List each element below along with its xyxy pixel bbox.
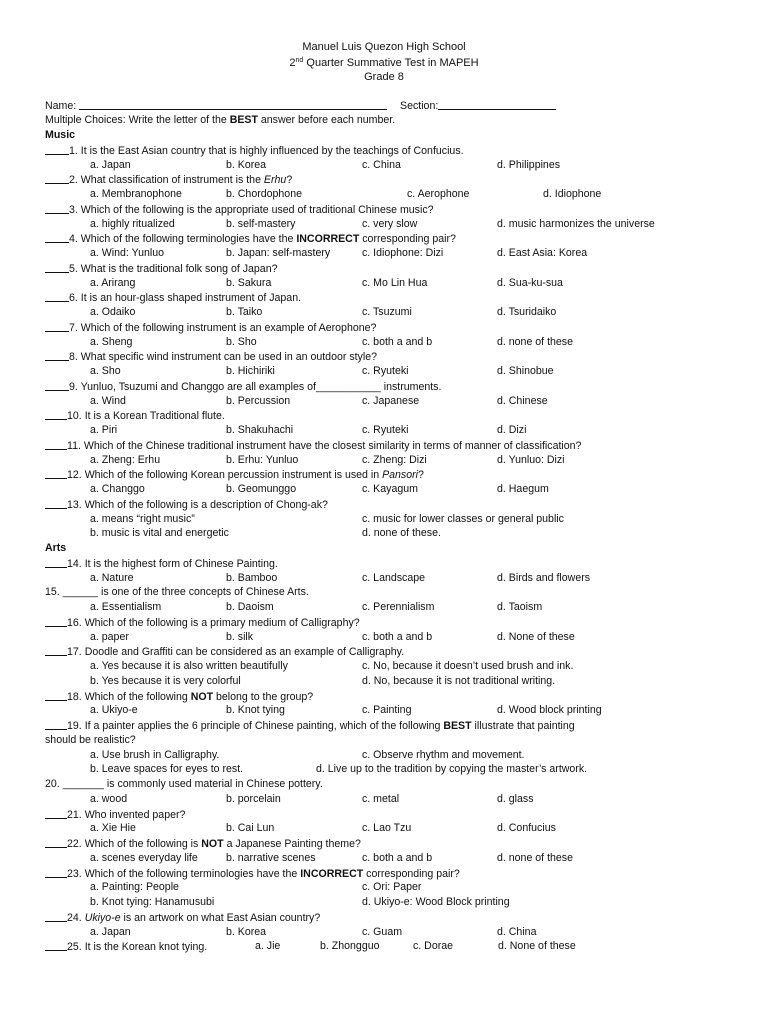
choice[interactable]: c. Ryuteki	[362, 365, 409, 377]
choice[interactable]: b. Bamboo	[226, 571, 278, 584]
instructions-pre: Multiple Choices: Write the letter of the	[45, 114, 230, 126]
answer-blank[interactable]	[45, 410, 67, 420]
choice[interactable]: a. highly ritualized	[90, 217, 175, 230]
answer-blank[interactable]	[45, 351, 69, 361]
question-text: Which of the following terminologies have the	[84, 867, 301, 880]
choice[interactable]: b. silk	[226, 630, 254, 643]
question-text: It is a Korean Traditional flute.	[84, 410, 225, 423]
choice[interactable]: c. Guam	[362, 925, 403, 938]
question-text: Which of the following terminologies have the	[80, 233, 297, 246]
answer-blank[interactable]	[45, 720, 67, 730]
question	[45, 351, 377, 363]
choice[interactable]: d. Wood block printing	[497, 704, 602, 717]
choice[interactable]: c. Lao Tzu	[362, 822, 412, 835]
choice[interactable]: a. paper	[90, 630, 129, 643]
choice[interactable]: b. Korea	[226, 158, 267, 171]
question	[45, 868, 460, 880]
choice[interactable]: a. wood	[90, 792, 128, 805]
answer-blank[interactable]	[45, 292, 69, 302]
choice[interactable]: a. Odaiko	[90, 306, 136, 318]
question-text: a Japanese Painting theme?	[223, 838, 361, 850]
question	[45, 720, 575, 732]
choice[interactable]: b. Yes because it is very colorful	[90, 674, 241, 687]
answer-blank[interactable]	[45, 145, 69, 155]
choice[interactable]: b. self-mastery	[226, 217, 296, 230]
choice[interactable]: a. Arirang	[90, 276, 136, 289]
question	[45, 646, 404, 658]
choice[interactable]: d. Tsuridaiko	[497, 306, 557, 318]
question-text: Ukiyo-e	[84, 911, 121, 924]
choice[interactable]: a. Nature	[90, 571, 134, 584]
question	[45, 469, 424, 481]
choice[interactable]: c. Ori: Paper	[362, 881, 422, 894]
question-text: corresponding pair?	[363, 867, 460, 880]
section-heading-arts: Arts	[45, 542, 67, 554]
choice[interactable]: a. Jie	[255, 940, 281, 953]
question	[45, 204, 434, 216]
answer-blank[interactable]	[45, 941, 67, 951]
question-text: belong to the group?	[213, 690, 314, 703]
choice[interactable]: a. Wind: Yunluo	[90, 247, 165, 259]
question-text: Erhu	[263, 174, 287, 187]
answer-blank[interactable]	[45, 174, 69, 184]
question-number: 16.	[67, 616, 82, 629]
choice[interactable]: a. Sheng	[90, 335, 133, 348]
choice[interactable]: c. Observe rhythm and movement.	[362, 748, 525, 761]
question	[45, 499, 328, 511]
choice[interactable]: b. Sakura	[226, 276, 272, 289]
question-text: ______ is one of the three concepts of Chinese Arts.	[62, 586, 309, 599]
answer-blank[interactable]	[45, 868, 67, 878]
question-text: is an artwork on what East Asian country?	[120, 911, 321, 924]
answer-blank[interactable]	[45, 617, 67, 627]
question-text: corresponding pair?	[359, 233, 456, 246]
choice[interactable]: c. Landscape	[362, 571, 426, 584]
choice[interactable]: c. Japanese	[362, 394, 420, 407]
choice[interactable]: a. Changgo	[90, 483, 145, 495]
choice[interactable]: a. Yes because it is also written beautifully	[90, 660, 288, 672]
choice[interactable]: b. Shakuhachi	[226, 424, 294, 436]
choice[interactable]: a. Membranophone	[90, 188, 182, 200]
choice[interactable]: a. Ukiyo-e	[90, 704, 138, 717]
question-text: INCORRECT	[296, 233, 360, 246]
choice[interactable]: b. narrative scenes	[226, 851, 316, 864]
choice[interactable]: a. Use brush in Calligraphy.	[90, 748, 220, 761]
choice[interactable]: d. Birds and flowers	[497, 571, 591, 584]
choice[interactable]: d. Shinobue	[497, 365, 554, 377]
name-label: Name:	[45, 100, 77, 112]
question-text: illustrate that painting	[471, 720, 575, 732]
question-text: What classification of instrument is the	[80, 174, 264, 187]
question-text: ?	[286, 174, 293, 187]
choice[interactable]: d. Philippines	[497, 158, 561, 171]
question	[45, 558, 278, 570]
quarter-number: 2	[289, 57, 296, 69]
choice[interactable]: c. Ryuteki	[362, 424, 409, 436]
choice[interactable]: d. Ukiyo-e: Wood Block printing	[362, 896, 510, 908]
answer-blank[interactable]	[45, 381, 69, 391]
choice[interactable]: c. Mo Lin Hua	[362, 276, 428, 289]
choice[interactable]: d. Confucius	[497, 822, 556, 835]
question	[45, 410, 225, 422]
question	[45, 912, 320, 924]
choice[interactable]: b. Knot tying	[226, 704, 285, 717]
choice[interactable]: d. China	[497, 925, 537, 938]
grade-level: Grade 8	[364, 71, 404, 83]
quarter-suffix: nd	[295, 57, 304, 64]
question-text: _______ is commonly used material in Chinese pottery.	[62, 778, 323, 790]
section-field[interactable]	[438, 100, 556, 110]
choice[interactable]: c. Idiophone: Dizi	[362, 247, 444, 259]
choice[interactable]: b. Geomunggo	[226, 483, 297, 495]
question-text: Doodle and Graffiti can be considered as an example of Calligraphy.	[84, 646, 405, 659]
choice[interactable]: c. both a and b	[362, 335, 433, 348]
choice[interactable]: b. Korea	[226, 925, 267, 938]
choice[interactable]: c. Zheng: Dizi	[362, 453, 427, 466]
choice[interactable]: c. Dorae	[413, 940, 454, 953]
question-text: Which of the following	[84, 690, 191, 703]
question	[45, 941, 207, 953]
question-text: It is the Korean knot tying.	[84, 941, 208, 954]
question-number: 19.	[67, 720, 82, 732]
question-text: If a painter applies the 6 principle of Chinese painting, which of the following	[84, 720, 444, 732]
answer-blank[interactable]	[45, 558, 67, 568]
choice[interactable]: d. None of these	[498, 940, 576, 953]
question-text: Which of the following is a primary medium of Calligraphy?	[84, 616, 360, 629]
question	[45, 174, 292, 186]
choice[interactable]: a. means “right music”	[90, 512, 195, 525]
choice[interactable]: b. Erhu: Yunluo	[226, 453, 299, 466]
question-text: Who invented paper?	[84, 808, 186, 821]
question-number: 15.	[45, 586, 60, 599]
question-number: 4.	[69, 233, 78, 246]
choice[interactable]: b. Knot tying: Hanamusubi	[90, 896, 215, 908]
section-label: Section:	[400, 100, 439, 112]
choice[interactable]: b. Daoism	[226, 601, 274, 613]
question-number: 22.	[67, 838, 82, 850]
question-number: 1.	[69, 144, 78, 157]
answer-blank[interactable]	[45, 469, 67, 479]
choice[interactable]: b. Japan: self-mastery	[226, 247, 331, 259]
name-field[interactable]	[79, 100, 387, 110]
question	[45, 809, 185, 821]
choice[interactable]: d. Yunluo: Dizi	[497, 453, 565, 466]
question-text: Which of the following is	[84, 838, 202, 850]
choice[interactable]: c. Painting	[362, 704, 412, 717]
answer-blank[interactable]	[45, 646, 67, 656]
choice[interactable]: d. music harmonizes the universe	[497, 217, 655, 230]
choice[interactable]: d. Taoism	[497, 601, 543, 613]
choice[interactable]: c. metal	[362, 792, 400, 805]
question-text: Pansori	[382, 469, 418, 482]
question	[45, 292, 301, 304]
question-number: 8.	[69, 351, 78, 364]
choice[interactable]: c. both a and b	[362, 851, 433, 864]
question-text: It is the East Asian country that is highly influenced by the teachings of Confucius.	[80, 144, 464, 157]
answer-blank[interactable]	[45, 440, 67, 450]
question-number: 18.	[67, 690, 82, 703]
choice[interactable]: b. Taiko	[226, 306, 263, 318]
section-heading-music: Music	[45, 129, 76, 141]
answer-blank[interactable]	[45, 233, 69, 243]
choice[interactable]: d. Live up to the tradition by copying the master’s artwork.	[316, 763, 588, 776]
choice[interactable]: c. China	[362, 158, 401, 171]
choice[interactable]: d. none of these.	[362, 527, 441, 540]
test-title	[0, 57, 768, 69]
question	[45, 263, 278, 275]
choice[interactable]: d. None of these	[497, 630, 575, 643]
question-number: 14.	[67, 557, 82, 570]
choice[interactable]: c. Aerophone	[407, 188, 470, 200]
choice[interactable]: a. scenes everyday life	[90, 851, 198, 864]
question	[45, 145, 464, 157]
question-number: 13.	[67, 498, 82, 511]
question-number: 6.	[69, 292, 78, 305]
question-text: ?	[417, 469, 424, 482]
answer-blank[interactable]	[45, 838, 67, 848]
question-number: 12.	[67, 469, 82, 482]
question-number: 9.	[69, 380, 78, 393]
choice[interactable]: a. Xie Hie	[90, 822, 136, 835]
question-number: 25.	[67, 941, 82, 954]
question-text: Which of the following is a description of Chong-ak?	[84, 498, 328, 511]
question-text: Which of the following is the appropriate used of traditional Chinese music?	[80, 203, 434, 216]
question	[45, 440, 581, 452]
question-text: BEST	[443, 720, 472, 732]
choice[interactable]: b. Chordophone	[226, 188, 302, 200]
question	[45, 233, 456, 245]
question-text: Which of the following Korean percussion instrument is used in	[84, 469, 383, 482]
choice[interactable]: b. Leave spaces for eyes to rest.	[90, 763, 244, 776]
answer-blank[interactable]	[45, 322, 69, 332]
choice[interactable]: c. Kayagum	[362, 483, 418, 495]
question	[45, 691, 313, 703]
choice[interactable]: d. Sua-ku-sua	[497, 276, 563, 289]
choice[interactable]: a. Japan	[90, 925, 131, 938]
question	[45, 779, 323, 790]
question-text: It is an hour-glass shaped instrument of Japan.	[80, 292, 302, 305]
question-number: 10.	[67, 410, 82, 423]
choice[interactable]: b. music is vital and energetic	[90, 527, 229, 540]
question-text: What is the traditional folk song of Japan?	[80, 262, 278, 275]
choice[interactable]: d. East Asia: Korea	[497, 247, 588, 259]
answer-blank[interactable]	[45, 809, 67, 819]
choice[interactable]: c. both a and b	[362, 630, 433, 643]
question-number: 11.	[67, 439, 81, 452]
choice[interactable]: a. Japan	[90, 158, 131, 171]
choice[interactable]: b. Sho	[226, 335, 257, 348]
instructions-post: answer before each number.	[257, 114, 396, 126]
question-number: 21.	[67, 808, 82, 821]
question-text: INCORRECT	[300, 867, 364, 880]
choice[interactable]: b. Hichiriki	[226, 365, 275, 377]
choice[interactable]: d. Dizi	[497, 424, 527, 436]
choice[interactable]: c. music for lower classes or general public	[362, 512, 564, 525]
choice[interactable]: c. Perennialism	[362, 601, 435, 613]
instructions-emphasis: BEST	[229, 114, 258, 126]
question-number: 24.	[67, 911, 82, 924]
test-title-text: Quarter Summative Test in MAPEH	[306, 57, 479, 69]
choice[interactable]: d. No, because it is not traditional writing.	[362, 674, 556, 687]
question-text: Which of the following instrument is an example of Aerophone?	[80, 321, 377, 334]
choice[interactable]: c. No, because it doesn’t used brush and ink.	[362, 660, 574, 672]
answer-blank[interactable]	[45, 499, 67, 509]
choice[interactable]: d. Idiophone	[543, 188, 602, 200]
choice[interactable]: d. Chinese	[497, 394, 548, 407]
question	[45, 381, 441, 393]
question-number: 5.	[69, 262, 78, 275]
choice[interactable]: b. porcelain	[226, 792, 281, 805]
question-text: It is the highest form of Chinese Painting.	[84, 557, 278, 570]
answer-blank[interactable]	[45, 204, 69, 214]
choice[interactable]: a. Sho	[90, 365, 121, 377]
choice[interactable]: a. Essentialism	[90, 601, 162, 613]
question	[45, 838, 361, 850]
choice[interactable]: d. none of these	[497, 851, 573, 864]
question	[45, 322, 376, 334]
choice[interactable]: d. Haegum	[497, 483, 549, 495]
school-name: Manuel Luis Quezon High School	[302, 41, 466, 53]
answer-blank[interactable]	[45, 691, 67, 701]
choice[interactable]: d. none of these	[497, 335, 573, 348]
choice[interactable]: a. Piri	[90, 424, 118, 436]
question-number: 2.	[69, 174, 78, 187]
answer-blank[interactable]	[45, 912, 67, 922]
question	[45, 587, 309, 598]
name-line	[45, 100, 387, 112]
choice[interactable]: b. Percussion	[226, 394, 291, 407]
instructions	[45, 115, 395, 126]
question-number: 3.	[69, 203, 78, 216]
choice[interactable]: a. Wind	[90, 394, 126, 407]
question-text: What specific wind instrument can be used in an outdoor style?	[80, 351, 377, 364]
section-line	[400, 100, 556, 112]
question-number: 7.	[69, 321, 78, 334]
choice[interactable]: c. very slow	[362, 217, 418, 230]
choice[interactable]: a. Painting: People	[90, 881, 179, 894]
question-text: NOT	[201, 838, 224, 850]
question-text: Yunluo, Tsuzumi and Changgo are all examples of___________ instruments.	[80, 380, 442, 393]
question-text: Which of the Chinese traditional instrument have the closest similarity in terms of manner of classification?	[83, 439, 582, 452]
question-text-continued: should be realistic?	[45, 733, 136, 746]
choice[interactable]: c. Tsuzumi	[362, 306, 412, 318]
question	[45, 617, 360, 629]
choice[interactable]: d. glass	[497, 792, 534, 805]
question-number: 23.	[67, 867, 82, 880]
question-number: 20.	[45, 778, 60, 790]
choice[interactable]: b. Zhongguo	[320, 940, 380, 953]
question-text: NOT	[190, 690, 214, 703]
choice[interactable]: b. Cai Lun	[226, 822, 275, 835]
question-number: 17.	[67, 646, 82, 659]
answer-blank[interactable]	[45, 263, 69, 273]
choice[interactable]: a. Zheng: Erhu	[90, 453, 161, 466]
